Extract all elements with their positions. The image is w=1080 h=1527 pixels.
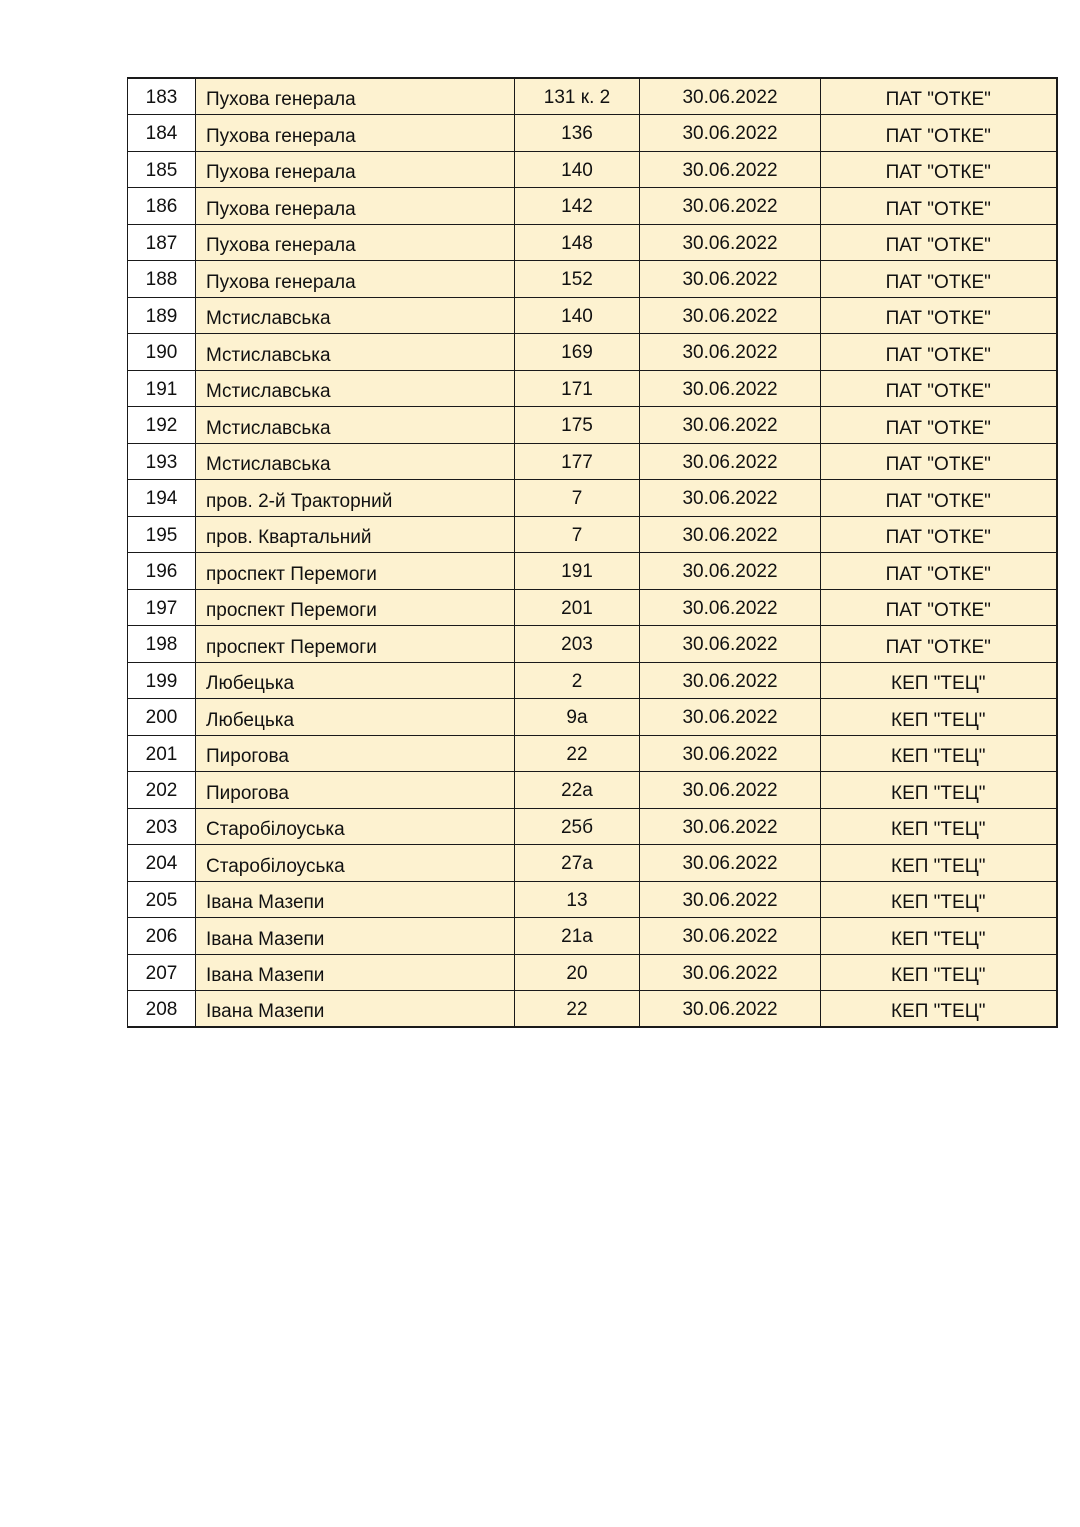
table-row	[128, 188, 1057, 225]
street-cell: Мстиславська	[196, 297, 515, 334]
house-number-cell: 175	[515, 407, 640, 444]
date-cell: 30.06.2022	[640, 918, 821, 955]
date-cell: 30.06.2022	[640, 845, 821, 882]
row-number-cell: 198	[128, 626, 196, 663]
table-row	[128, 297, 1057, 334]
organization-cell: ПАТ "ОТКЕ"	[821, 553, 1057, 590]
house-number-cell: 22	[515, 735, 640, 772]
row-number-cell: 196	[128, 553, 196, 590]
table-row	[128, 735, 1057, 772]
table-body	[128, 78, 1057, 1027]
house-number-cell: 136	[515, 115, 640, 152]
row-number-cell: 187	[128, 224, 196, 261]
organization-cell: ПАТ "ОТКЕ"	[821, 151, 1057, 188]
row-number-cell: 202	[128, 772, 196, 809]
table-row	[128, 699, 1057, 736]
row-number-cell: 200	[128, 699, 196, 736]
table-row	[128, 808, 1057, 845]
table-row	[128, 589, 1057, 626]
table-row	[128, 334, 1057, 371]
organization-cell: КЕП "ТЕЦ"	[821, 699, 1057, 736]
street-cell: Мстиславська	[196, 407, 515, 444]
organization-cell: КЕП "ТЕЦ"	[821, 735, 1057, 772]
organization-cell: КЕП "ТЕЦ"	[821, 808, 1057, 845]
street-cell: Пухова генерала	[196, 224, 515, 261]
table-row	[128, 407, 1057, 444]
organization-cell: КЕП "ТЕЦ"	[821, 772, 1057, 809]
organization-cell: ПАТ "ОТКЕ"	[821, 334, 1057, 371]
street-cell: Старобілоуська	[196, 845, 515, 882]
row-number-cell: 190	[128, 334, 196, 371]
organization-cell: ПАТ "ОТКЕ"	[821, 115, 1057, 152]
table-row	[128, 78, 1057, 115]
organization-cell: КЕП "ТЕЦ"	[821, 991, 1057, 1028]
date-cell: 30.06.2022	[640, 553, 821, 590]
house-number-cell: 177	[515, 443, 640, 480]
house-number-cell: 203	[515, 626, 640, 663]
row-number-cell: 201	[128, 735, 196, 772]
row-number-cell: 183	[128, 78, 196, 115]
street-cell: Пухова генерала	[196, 115, 515, 152]
table-row	[128, 553, 1057, 590]
house-number-cell: 152	[515, 261, 640, 298]
row-number-cell: 185	[128, 151, 196, 188]
date-cell: 30.06.2022	[640, 662, 821, 699]
date-cell: 30.06.2022	[640, 188, 821, 225]
table-row	[128, 845, 1057, 882]
street-cell: Мстиславська	[196, 370, 515, 407]
street-cell: Любецька	[196, 699, 515, 736]
organization-cell: КЕП "ТЕЦ"	[821, 662, 1057, 699]
table-row	[128, 954, 1057, 991]
table-row	[128, 151, 1057, 188]
street-cell: Любецька	[196, 662, 515, 699]
house-number-cell: 7	[515, 516, 640, 553]
address-table	[127, 77, 1058, 1028]
row-number-cell: 199	[128, 662, 196, 699]
row-number-cell: 208	[128, 991, 196, 1028]
table-row	[128, 991, 1057, 1028]
date-cell: 30.06.2022	[640, 443, 821, 480]
street-cell: Мстиславська	[196, 443, 515, 480]
organization-cell: ПАТ "ОТКЕ"	[821, 224, 1057, 261]
house-number-cell: 13	[515, 881, 640, 918]
street-cell: проспект Перемоги	[196, 626, 515, 663]
street-cell: Пухова генерала	[196, 261, 515, 298]
street-cell: Старобілоуська	[196, 808, 515, 845]
street-cell: Пухова генерала	[196, 188, 515, 225]
table-row	[128, 772, 1057, 809]
row-number-cell: 197	[128, 589, 196, 626]
organization-cell: ПАТ "ОТКЕ"	[821, 78, 1057, 115]
organization-cell: ПАТ "ОТКЕ"	[821, 407, 1057, 444]
house-number-cell: 9а	[515, 699, 640, 736]
house-number-cell: 201	[515, 589, 640, 626]
row-number-cell: 188	[128, 261, 196, 298]
street-cell: Івана Мазепи	[196, 881, 515, 918]
table-row	[128, 881, 1057, 918]
organization-cell: ПАТ "ОТКЕ"	[821, 370, 1057, 407]
date-cell: 30.06.2022	[640, 370, 821, 407]
row-number-cell: 193	[128, 443, 196, 480]
table-row	[128, 516, 1057, 553]
organization-cell: ПАТ "ОТКЕ"	[821, 297, 1057, 334]
house-number-cell: 22а	[515, 772, 640, 809]
date-cell: 30.06.2022	[640, 480, 821, 517]
street-cell: проспект Перемоги	[196, 589, 515, 626]
house-number-cell: 140	[515, 151, 640, 188]
date-cell: 30.06.2022	[640, 589, 821, 626]
street-cell: проспект Перемоги	[196, 553, 515, 590]
date-cell: 30.06.2022	[640, 151, 821, 188]
row-number-cell: 184	[128, 115, 196, 152]
organization-cell: ПАТ "ОТКЕ"	[821, 443, 1057, 480]
row-number-cell: 204	[128, 845, 196, 882]
house-number-cell: 169	[515, 334, 640, 371]
house-number-cell: 131 к. 2	[515, 78, 640, 115]
date-cell: 30.06.2022	[640, 407, 821, 444]
organization-cell: КЕП "ТЕЦ"	[821, 881, 1057, 918]
street-cell: Пирогова	[196, 735, 515, 772]
table-row	[128, 443, 1057, 480]
house-number-cell: 20	[515, 954, 640, 991]
house-number-cell: 191	[515, 553, 640, 590]
house-number-cell: 142	[515, 188, 640, 225]
date-cell: 30.06.2022	[640, 954, 821, 991]
street-cell: Пирогова	[196, 772, 515, 809]
table-row	[128, 918, 1057, 955]
house-number-cell: 171	[515, 370, 640, 407]
organization-cell: КЕП "ТЕЦ"	[821, 954, 1057, 991]
date-cell: 30.06.2022	[640, 808, 821, 845]
table-row	[128, 261, 1057, 298]
organization-cell: ПАТ "ОТКЕ"	[821, 261, 1057, 298]
street-cell: Івана Мазепи	[196, 954, 515, 991]
date-cell: 30.06.2022	[640, 334, 821, 371]
table-row	[128, 224, 1057, 261]
date-cell: 30.06.2022	[640, 297, 821, 334]
date-cell: 30.06.2022	[640, 261, 821, 298]
table-row	[128, 662, 1057, 699]
table-row	[128, 626, 1057, 663]
house-number-cell: 7	[515, 480, 640, 517]
house-number-cell: 27а	[515, 845, 640, 882]
organization-cell: ПАТ "ОТКЕ"	[821, 480, 1057, 517]
street-cell: Пухова генерала	[196, 151, 515, 188]
street-cell: пров. 2-й Тракторний	[196, 480, 515, 517]
row-number-cell: 192	[128, 407, 196, 444]
organization-cell: ПАТ "ОТКЕ"	[821, 516, 1057, 553]
table-row	[128, 480, 1057, 517]
organization-cell: КЕП "ТЕЦ"	[821, 918, 1057, 955]
date-cell: 30.06.2022	[640, 78, 821, 115]
row-number-cell: 189	[128, 297, 196, 334]
row-number-cell: 186	[128, 188, 196, 225]
house-number-cell: 21а	[515, 918, 640, 955]
date-cell: 30.06.2022	[640, 516, 821, 553]
street-cell: Івана Мазепи	[196, 918, 515, 955]
date-cell: 30.06.2022	[640, 881, 821, 918]
table-row	[128, 115, 1057, 152]
street-cell: Пухова генерала	[196, 78, 515, 115]
table-row	[128, 370, 1057, 407]
date-cell: 30.06.2022	[640, 115, 821, 152]
row-number-cell: 206	[128, 918, 196, 955]
date-cell: 30.06.2022	[640, 735, 821, 772]
house-number-cell: 22	[515, 991, 640, 1028]
date-cell: 30.06.2022	[640, 224, 821, 261]
street-cell: пров. Квартальний	[196, 516, 515, 553]
date-cell: 30.06.2022	[640, 991, 821, 1028]
house-number-cell: 25б	[515, 808, 640, 845]
row-number-cell: 207	[128, 954, 196, 991]
row-number-cell: 191	[128, 370, 196, 407]
street-cell: Мстиславська	[196, 334, 515, 371]
house-number-cell: 148	[515, 224, 640, 261]
organization-cell: КЕП "ТЕЦ"	[821, 845, 1057, 882]
row-number-cell: 194	[128, 480, 196, 517]
row-number-cell: 203	[128, 808, 196, 845]
date-cell: 30.06.2022	[640, 626, 821, 663]
organization-cell: ПАТ "ОТКЕ"	[821, 188, 1057, 225]
row-number-cell: 195	[128, 516, 196, 553]
date-cell: 30.06.2022	[640, 772, 821, 809]
row-number-cell: 205	[128, 881, 196, 918]
house-number-cell: 140	[515, 297, 640, 334]
date-cell: 30.06.2022	[640, 699, 821, 736]
organization-cell: ПАТ "ОТКЕ"	[821, 626, 1057, 663]
organization-cell: ПАТ "ОТКЕ"	[821, 589, 1057, 626]
street-cell: Івана Мазепи	[196, 991, 515, 1028]
house-number-cell: 2	[515, 662, 640, 699]
